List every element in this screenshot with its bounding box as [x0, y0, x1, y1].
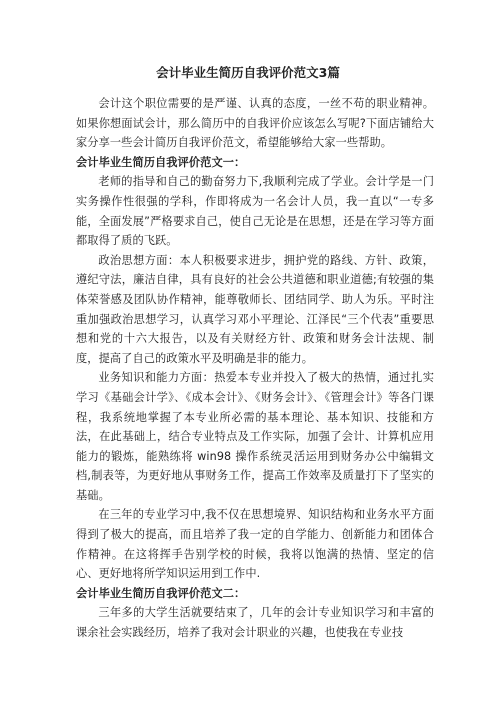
intro-paragraph: 会计这个职位需要的是严谨、认真的态度，一丝不苟的职业精神。如果你想面试会计，那么简历中的自我评价应该怎么写呢?下面店铺给大家分享一些会计简历自我评价范文，希望能够给大家一些帮助。 — [76, 97, 434, 150]
section2-paragraph-1: 三年多的大学生活就要结束了，几年的会计专业知识学习和丰富的课余社会实践经历，培养了我对会计职业的兴趣，也使我在专业技 — [76, 606, 434, 640]
section1-paragraph-3: 业务知识和能力方面：热爱本专业并投入了极大的热情，通过扎实学习《基础会计学》、《成本会计》、《财务会计》、《管理会计》等各门课程，我系统地掌握了本专业所必需的基本理论、基本知识、技能和方法，在此基础上，结合专业特点及工作实际，加强了会计、计算机应用能力的锻炼，能熟练将 win98 操作系统灵活运用到财务办公中编辑文档,制表等，为更好地从事财务工作，提高工作效率及质量打下了坚实的基础。 — [76, 371, 434, 502]
section-heading-2: 会计毕业生简历自我评价范文二： — [76, 586, 246, 600]
document-title: 会计毕业生简历自我评价范文3篇 — [156, 65, 340, 80]
section-heading-1: 会计毕业生简历自我评价范文一： — [76, 155, 246, 169]
section1-paragraph-1: 老师的指导和自己的勤奋努力下,我顺利完成了学业。会计学是一门实务操作性很强的学科，作即将成为一名会计人员，我一直以“一专多能，全面发展”严格要求自己，使自己无论是在思想，还是在学习等方面都取得了质的飞跃。 — [76, 175, 434, 248]
section1-paragraph-4: 在三年的专业学习中,我不仅在思想境界、知识结构和业务水平方面得到了极大的提高，而且培养了我一定的自学能力、创新能力和团体合作精神。在这将挥手告别学校的时候，我将以饱满的热情、坚定的信心、更好地将所学知识运用到工作中. — [76, 508, 434, 581]
section1-paragraph-2: 政治思想方面：本人积极要求进步，拥护党的路线、方针、政策，遵纪守法，廉洁自律，具有良好的社会公共道德和职业道德;有较强的集体荣誉感及团队协作精神，能尊敬师长、团结同学、助人为乐。平时注重加强政治思想学习，认真学习邓小平理论、江泽民“三个代表”重要思想和党的十六大报告，以及有关财经方针、政策和财务会计法规、制度，提高了自己的政策水平及明确是非的能力。 — [76, 253, 434, 365]
document-body — [76, 94, 434, 643]
